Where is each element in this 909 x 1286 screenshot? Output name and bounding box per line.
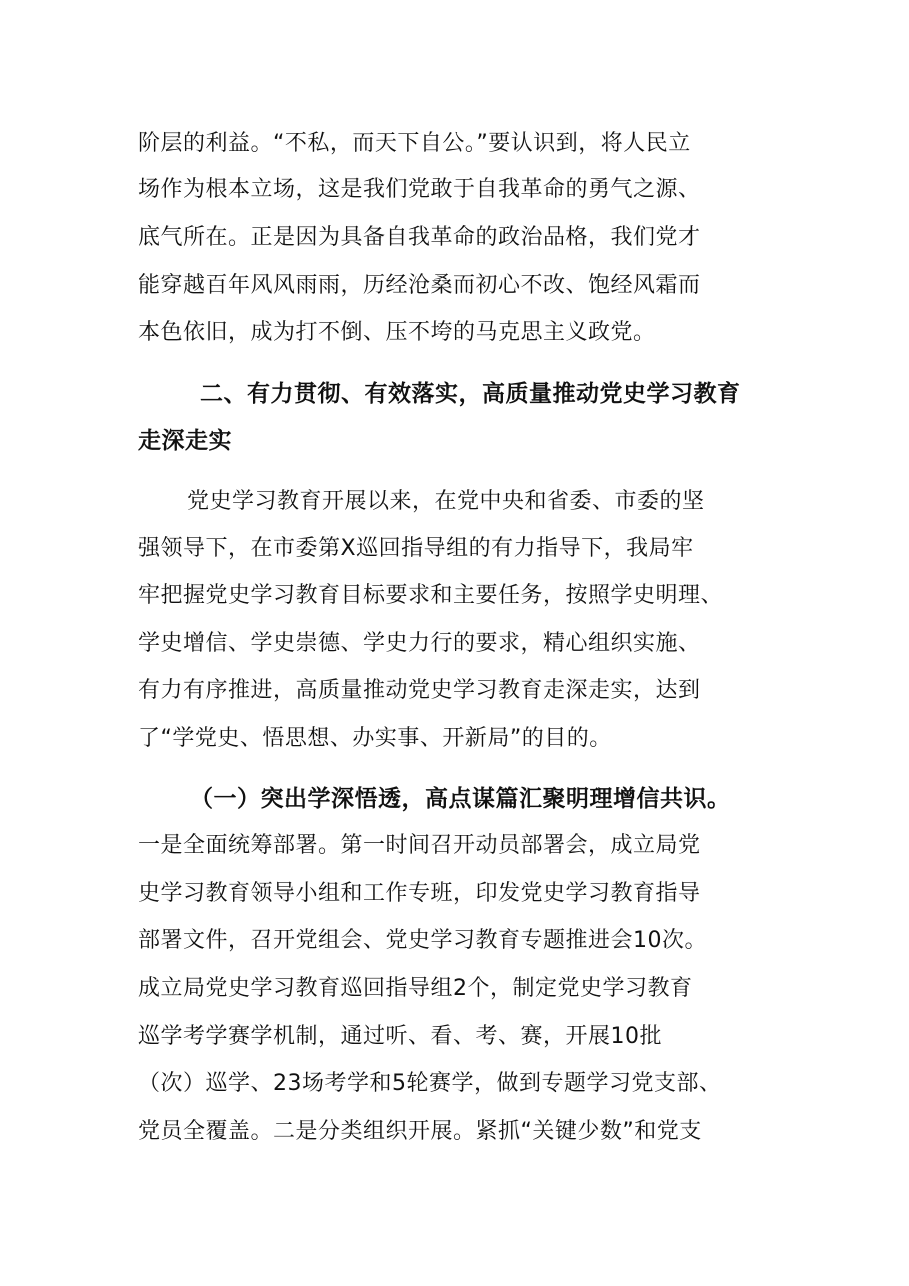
paragraph-line: 部署文件，召开党组会、党史学习教育专题推进会10次。 [138,928,707,953]
paragraph-line: 有力有序推进，高质量推动党史学习教育走深走实，达到 [138,678,701,703]
paragraph-line: 学史增信、学史崇德、学史力行的要求，精心组织实施、 [138,631,701,656]
paragraph-line: 场作为根本立场，这是我们党敢于自我革命的勇气之源、 [138,177,701,202]
paragraph-line: 强领导下，在市委第X巡回指导组的有力指导下，我局牢 [138,536,694,561]
section-heading: 二、有力贯彻、有效落实，高质量推动党史学习教育 [200,381,741,407]
paragraph-line: 能穿越百年风风雨雨，历经沧桑而初心不改、饱经风霜而 [138,273,701,298]
paragraph-line: 底气所在。正是因为具备自我革命的政治品格，我们党才 [138,225,701,250]
paragraph-line: 牢把握党史学习教育目标要求和主要任务，按照学史明理、 [138,583,724,608]
paragraph-line: 阶层的利益。“不私，而天下自公。”要认识到，将人民立 [138,131,691,156]
paragraph-line: 了“学党史、悟思想、办实事、开新局”的目的。 [138,726,612,751]
section-heading-continued: 走深走实 [138,428,232,454]
paragraph-line: 本色依旧，成为打不倒、压不垮的马克思主义政党。 [138,320,656,345]
paragraph-line: 成立局党史学习教育巡回指导组2个，制定党史学习教育 [138,976,693,1001]
paragraph-line: （次）巡学、23场考学和5轮赛学，做到专题学习党支部、 [138,1071,722,1096]
paragraph-line: 党史学习教育开展以来，在党中央和省委、市委的坚 [187,489,705,514]
paragraph-line: 党员全覆盖。二是分类组织开展。紧抓“关键少数”和党支 [138,1119,702,1144]
paragraph-line: 史学习教育领导小组和工作专班，印发党史学习教育指导 [138,881,701,906]
subsection-heading: （一）突出学深悟透，高点谋篇汇聚明理增信共识。 [190,786,731,812]
paragraph-line: 巡学考学赛学机制，通过听、看、考、赛，开展10批 [138,1024,662,1049]
paragraph-line: 一是全面统筹部署。第一时间召开动员部署会，成立局党 [138,833,701,858]
